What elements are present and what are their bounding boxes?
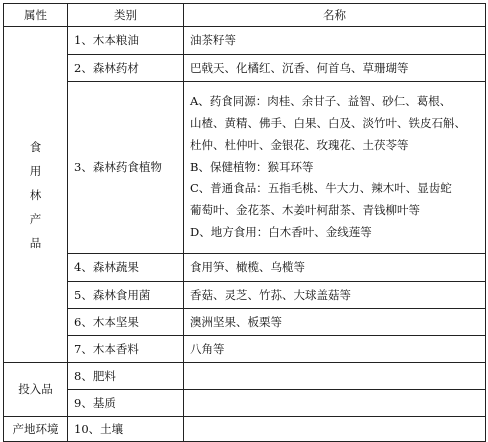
group-env: 产地环境 [4,417,68,442]
table-row [4,27,486,55]
name-cell: 香菇、灵芝、竹荪、大球盖菇等 [184,282,486,309]
table-row [4,336,486,363]
name-line: 杜仲、杜仲叶、金银花、玫瑰花、土茯苓等 [190,137,409,152]
table-row [4,254,486,282]
name-line: 葡萄叶、金花茶、木姜叶柯甜茶、青钱柳叶等 [190,203,420,218]
name-line: A、药食同源：肉桂、余甘子、益智、砂仁、葛根、 [190,94,452,109]
category-cell: 1、木本粮油 [68,27,184,55]
name-line: C、普通食品：五指毛桃、牛大力、辣木叶、显齿蛇 [190,181,452,196]
table-row [4,82,486,254]
table-row [4,55,486,82]
group-food-label: 食用林产品 [29,139,42,250]
category-cell: 6、木本坚果 [68,309,184,336]
name-cell [184,417,486,442]
table-row [4,390,486,417]
name-line: D、地方食用：白木香叶、金线莲等 [190,224,372,239]
category-cell: 8、肥料 [68,363,184,390]
name-cell: 澳洲坚果、板栗等 [184,309,486,336]
name-cell [184,363,486,390]
table-row [4,417,486,442]
category-cell: 5、森林食用菌 [68,282,184,309]
category-cell: 9、基质 [68,390,184,417]
group-input: 投入品 [4,363,68,417]
header-attr: 属性 [4,4,68,27]
name-cell: 油茶籽等 [184,27,486,55]
name-line: B、保健植物：猴耳环等 [190,159,314,174]
name-line: 山楂、黄精、佛手、白果、白及、淡竹叶、铁皮石斛、 [190,116,466,130]
table-row [4,282,486,309]
category-cell: 3、森林药食植物 [68,82,184,254]
category-cell: 2、森林药材 [68,55,184,82]
name-cell-multiline [184,82,486,254]
name-cell: 巴戟天、化橘红、沉香、何首乌、草珊瑚等 [184,55,486,82]
table-row [4,309,486,336]
table-row [4,363,486,390]
name-cell: 食用笋、橄榄、乌榄等 [184,254,486,282]
category-cell: 7、木本香料 [68,336,184,363]
group-food [4,27,68,363]
category-cell: 10、土壤 [68,417,184,442]
header-name: 名称 [184,4,486,27]
header-category: 类别 [68,4,184,27]
product-category-table [3,3,486,442]
name-cell [184,390,486,417]
category-cell: 4、森林蔬果 [68,254,184,282]
header-row [4,4,486,27]
name-cell: 八角等 [184,336,486,363]
